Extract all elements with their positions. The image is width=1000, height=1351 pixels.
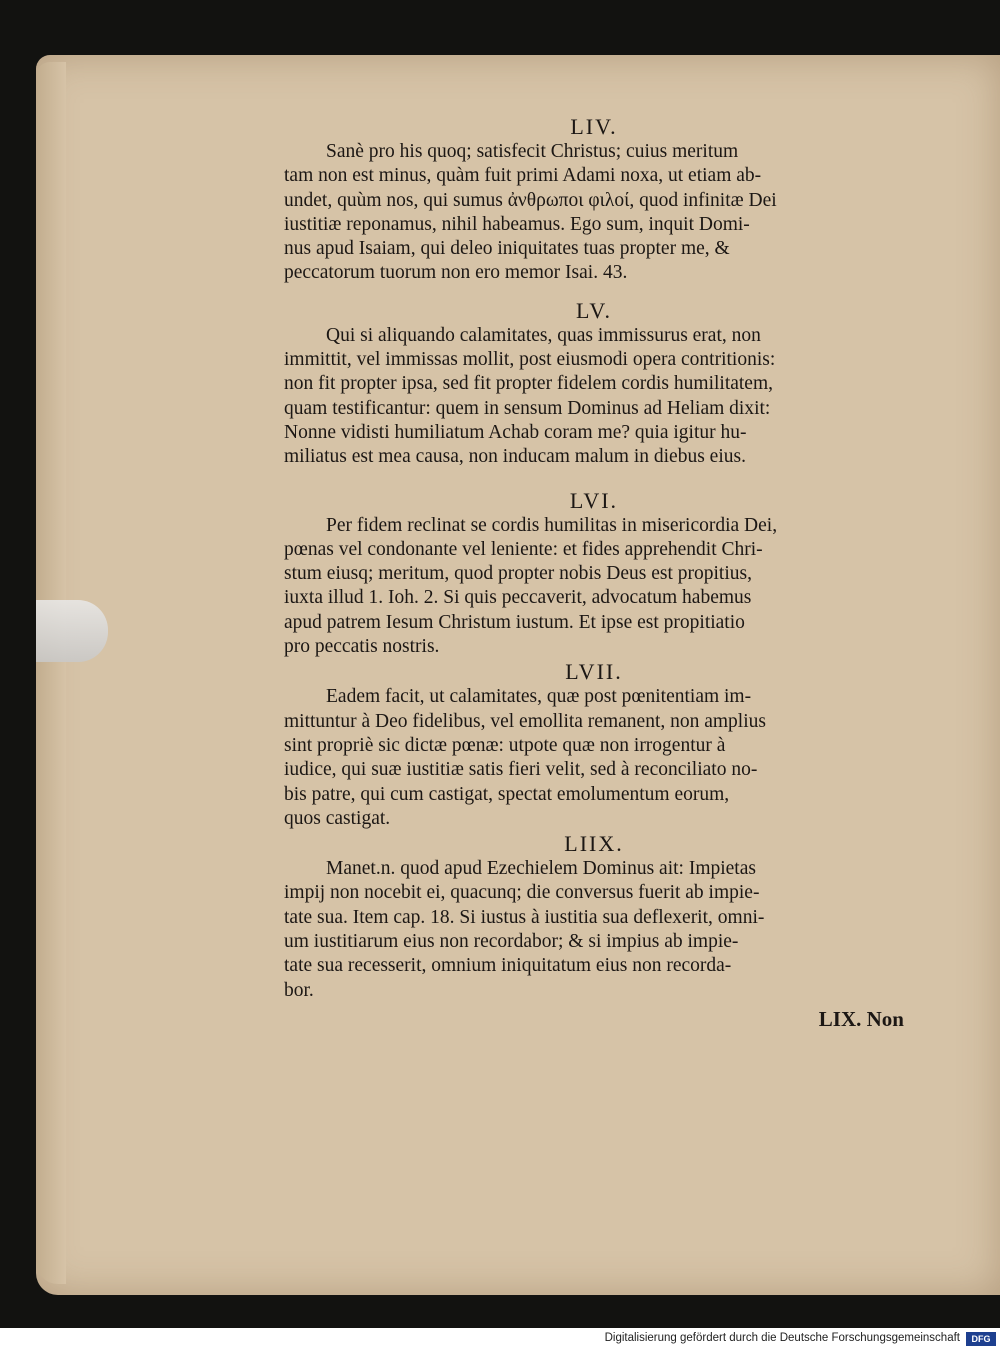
text-line: quos castigat. xyxy=(284,807,391,829)
page-clip xyxy=(36,600,108,662)
section-heading-liv: LIV. xyxy=(570,114,618,139)
footer-bar xyxy=(0,1328,1000,1351)
text-line: Nonne vidisti humiliatum Achab coram me? quia igitur hu- xyxy=(284,421,747,443)
text-line: Sanè pro his quoq; satisfecit Christus; cuius meritum xyxy=(326,141,739,162)
text-line: Manet.n. quod apud Ezechielem Dominus ait: Impietas xyxy=(326,858,756,880)
text-line: bor. xyxy=(284,979,314,1001)
text-line: tate sua recesserit, omnium iniquitatum eius non recorda- xyxy=(284,955,732,977)
page-text xyxy=(284,108,904,1052)
text-line: peccatorum tuorum non ero memor Isai. 43. xyxy=(284,262,628,284)
page-edge-shadow xyxy=(36,62,66,1284)
catchword: LIX. Non xyxy=(818,1006,904,1031)
text-line: pro peccatis nostris. xyxy=(284,636,440,658)
footer-credit: Digitalisierung gefördert durch die Deutsche Forschungsgemeinschaft xyxy=(604,1332,960,1344)
text-line: apud patrem Iesum Christum iustum. Et ipse est propitiatio xyxy=(284,611,745,633)
text-line: pœnas vel condonante vel leniente: et fides apprehendit Chri- xyxy=(284,538,763,560)
text-line: immittit, vel immissas mollit, post eiusmodi opera contritionis: xyxy=(284,349,776,371)
text-line: undet, quùm nos, qui sumus ἀνθρωποι φιλοί, quod infinitæ Dei xyxy=(284,189,777,211)
text-line: miliatus est mea causa, non inducam malum in diebus eius. xyxy=(284,446,746,468)
text-line: sint propriè sic dictæ pœnæ: utpote quæ non irrogentur à xyxy=(284,734,726,756)
text-line: Per fidem reclinat se cordis humilitas in misericordia Dei, xyxy=(326,514,778,536)
text-line: tam non est minus, quàm fuit primi Adami noxa, ut etiam ab- xyxy=(284,165,762,187)
text-line: um iustitiarum eius non recordabor; & si impius ab impie- xyxy=(284,931,739,953)
text-line: quam testificantur: quem in sensum Dominus ad Heliam dixit: xyxy=(284,397,771,419)
section-heading-liix: LIIX. xyxy=(564,831,624,857)
text-line: iuxta illud 1. Ioh. 2. Si quis peccaverit, advocatum habemus xyxy=(284,587,752,609)
text-line: Eadem facit, ut calamitates, quæ post pœnitentiam im- xyxy=(326,686,752,708)
text-line: non fit propter ipsa, sed fit propter fidelem cordis humilitatem, xyxy=(284,373,774,395)
text-line: nus apud Isaiam, qui deleo iniquitates tuas propter me, & xyxy=(284,238,730,260)
section-heading-lv: LV. xyxy=(576,297,612,323)
text-line: iustitiæ reponamus, nihil habeamus. Ego sum, inquit Domi- xyxy=(284,213,750,235)
text-line: bis patre, qui cum castigat, spectat emolumentum eorum, xyxy=(284,783,730,805)
dfg-logo[interactable]: DFG xyxy=(966,1332,996,1346)
section-heading-lvii: LVII. xyxy=(565,659,623,685)
text-line: iudice, qui suæ iustitiæ satis fieri velit, sed à reconciliato no- xyxy=(284,759,758,781)
text-line: Qui si aliquando calamitates, quas immissurus erat, non xyxy=(326,324,761,346)
text-line: mittuntur à Deo fidelibus, vel emollita remanent, non amplius xyxy=(284,710,766,732)
section-heading-lvi: LVI. xyxy=(569,487,619,513)
text-line: stum eiusq; meritum, quod propter nobis Deus est propitius, xyxy=(284,563,752,585)
text-line: impij non nocebit ei, quacunq; die conversus fuerit ab impie- xyxy=(284,882,760,904)
text-line: tate sua. Item cap. 18. Si iustus à iustitia sua deflexerit, omni- xyxy=(284,906,765,928)
